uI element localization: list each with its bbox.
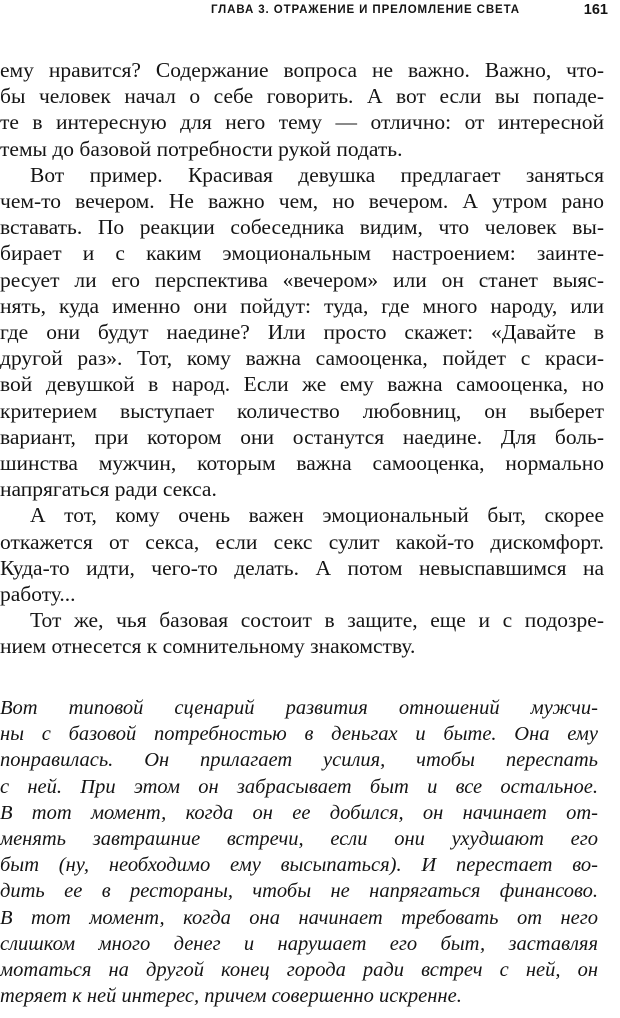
text-line: работу...: [0, 582, 76, 607]
text-line: темы до базовой потребности рукой подать.: [0, 136, 403, 161]
text-line: где они будут наедине? Или просто скажет: «Давайте в: [0, 320, 604, 345]
text-line: нять, куда именно они пойдут: туда, где много народу, или: [0, 293, 604, 318]
text-line: вариант, при котором они останутся наедине. Для боль-: [0, 424, 604, 449]
example-line: слишком много денег и нарушает его быт, заставляя: [0, 932, 598, 955]
text-line: вой девушкой в народ. Если же ему важна самооценка, но: [0, 372, 604, 397]
example-line: быт (ну, необходимо ему высыпаться). И перестает во-: [0, 854, 598, 877]
text-line: Вот пример. Красивая девушка предлагает заняться: [30, 162, 604, 187]
text-line: ему нравится? Содержание вопроса не важно. Важно, что-: [0, 58, 604, 82]
text-line: бы человек начал о себе говорить. А вот если вы попаде-: [0, 84, 604, 109]
example-line: менять завтрашние встречи, если они ухудшают его: [0, 828, 598, 851]
text-line: чем-то вечером. Не важно чем, но вечером. А утром рано: [0, 189, 604, 214]
example-line: теряет к ней интерес, причем совершенно искренне.: [0, 985, 462, 1008]
text-line: те в интересную для него тему — отлично: от интересной: [0, 110, 604, 135]
text-line: другой раз». Тот, кому важна самооценка, пойдет с краси-: [0, 346, 604, 371]
example-block: [0, 695, 598, 1009]
text-line: критерием выступает количество любовниц, он выберет: [0, 398, 604, 423]
body-text: [0, 57, 604, 660]
chapter-title: ГЛАВА 3. ОТРАЖЕНИЕ И ПРЕЛОМЛЕНИЕ СВЕТА: [211, 4, 520, 16]
example-line: ны с базовой потребностью в деньгах и быте. Она ему: [0, 723, 598, 746]
example-line: дить ее в рестораны, чтобы не напрягаться финансово.: [0, 880, 598, 903]
example-line: мотаться на другой конец города ради встреч с ней, он: [0, 959, 598, 982]
text-line: откажется от секса, если секс сулит какой-то дискомфорт.: [0, 529, 604, 554]
example-line: Вот типовой сценарий развития отношений мужчи-: [0, 697, 598, 719]
text-line: Тот же, чья базовая состоит в защите, еще и с подозре-: [30, 608, 604, 633]
text-line: вставать. По реакции собеседника видим, что человек вы-: [0, 215, 604, 240]
text-line: нием отнесется к сомнительному знакомству.: [0, 634, 416, 659]
example-line: с ней. При этом он забрасывает быт и все остальное.: [0, 775, 598, 798]
running-header: [0, 2, 620, 24]
text-line: шинства мужчин, которым важна самооценка, нормально: [0, 451, 604, 476]
text-line: Куда-то идти, чего-то делать. А потом невыспавшимся на: [0, 555, 604, 580]
text-line: ресует ли его перспектива «вечером» или он станет выяс-: [0, 267, 604, 292]
page-number: 161: [583, 2, 608, 18]
text-line: бирает и с каким эмоциональным настроением: заинте-: [0, 241, 604, 266]
example-line: В тот момент, когда он ее добился, он начинает от-: [0, 801, 598, 824]
example-line: понравилась. Он прилагает усилия, чтобы переспать: [0, 749, 598, 772]
text-line: напрягаться ради секса.: [0, 477, 217, 502]
example-line: В тот момент, когда она начинает требовать от него: [0, 906, 598, 929]
text-line: А тот, кому очень важен эмоциональный быт, скорее: [30, 503, 604, 528]
